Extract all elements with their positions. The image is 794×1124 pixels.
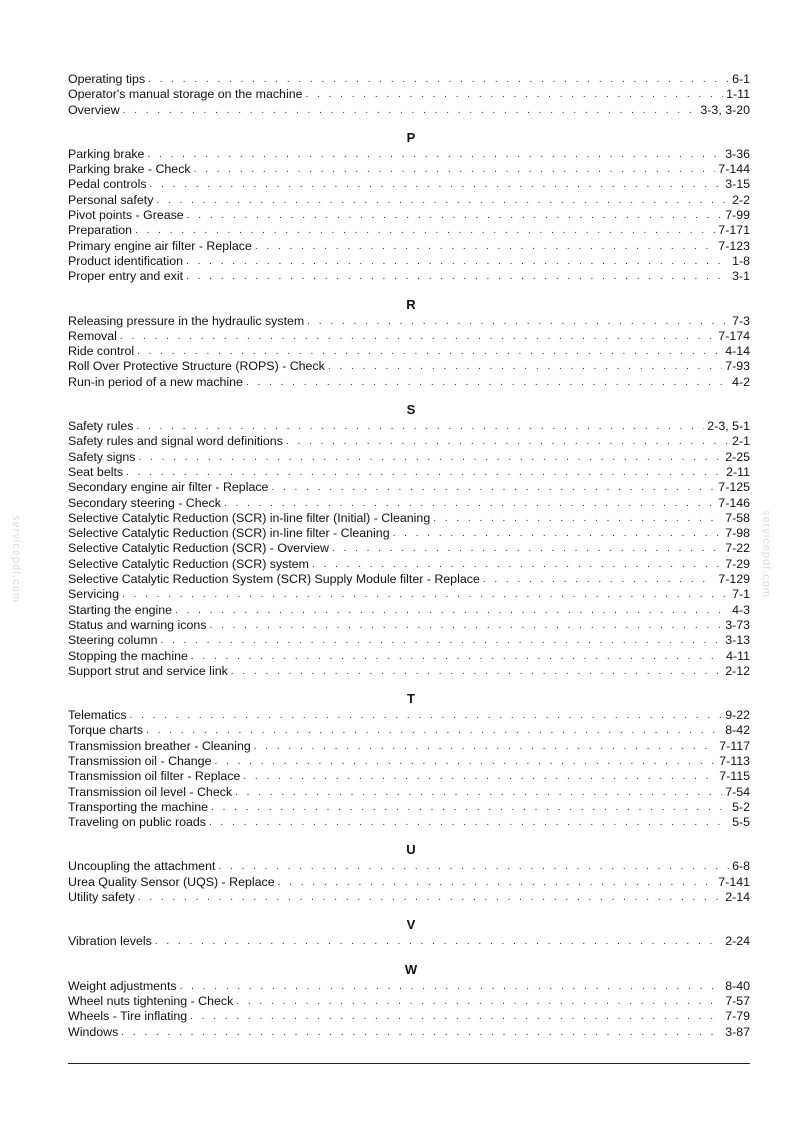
dot-leader bbox=[121, 1025, 722, 1040]
index-entry[interactable] bbox=[68, 1025, 750, 1040]
dot-leader bbox=[194, 162, 716, 177]
entry-title: Weight adjustments bbox=[68, 978, 177, 993]
dot-leader bbox=[231, 664, 722, 679]
entry-title: Preparation bbox=[68, 223, 133, 238]
dot-leader bbox=[123, 103, 698, 118]
entry-title: Selective Catalytic Reduction System (SCR) Supply Module filter - Replace bbox=[68, 572, 480, 587]
dot-leader bbox=[126, 465, 723, 480]
index-entry[interactable] bbox=[68, 994, 750, 1009]
entry-page-reference: 8-42 bbox=[725, 723, 750, 738]
index-entry[interactable] bbox=[68, 633, 750, 648]
index-entry[interactable] bbox=[68, 572, 750, 587]
dot-leader bbox=[328, 359, 722, 374]
entry-title: Secondary steering - Check bbox=[68, 495, 221, 510]
dot-leader bbox=[190, 1009, 722, 1024]
entry-page-reference: 7-79 bbox=[725, 1009, 750, 1024]
entry-page-reference: 7-93 bbox=[725, 359, 750, 374]
dot-leader bbox=[236, 994, 722, 1009]
entry-page-reference: 2-2 bbox=[732, 192, 750, 207]
dot-leader bbox=[214, 754, 716, 769]
index-entry[interactable] bbox=[68, 344, 750, 359]
entry-title: Operator's manual storage on the machine bbox=[68, 87, 303, 102]
index-entry[interactable] bbox=[68, 754, 750, 769]
dot-leader bbox=[224, 496, 715, 511]
entry-page-reference: 3-1 bbox=[732, 269, 750, 284]
entry-page-reference: 1-11 bbox=[726, 87, 750, 102]
entry-title: Traveling on public roads bbox=[68, 815, 206, 830]
entry-title: Utility safety bbox=[68, 890, 135, 905]
index-entry[interactable] bbox=[68, 465, 750, 480]
dot-leader bbox=[483, 572, 715, 587]
entry-title: Seat belts bbox=[68, 464, 124, 479]
index-group bbox=[68, 691, 750, 830]
dot-leader bbox=[246, 375, 729, 390]
index-entry[interactable] bbox=[68, 526, 750, 541]
entry-title: Parking brake bbox=[68, 146, 145, 161]
entry-title: Personal safety bbox=[68, 192, 154, 207]
section-letter-heading: U bbox=[406, 842, 416, 858]
entry-title: Proper entry and exit bbox=[68, 269, 184, 284]
dot-leader bbox=[135, 223, 715, 238]
entry-title: Selective Catalytic Reduction (SCR) in-line filter (Initial) - Cleaning bbox=[68, 510, 431, 525]
entry-page-reference: 7-115 bbox=[719, 769, 750, 784]
entry-page-reference: 2-11 bbox=[726, 464, 750, 479]
index-entry[interactable] bbox=[68, 329, 750, 344]
entry-page-reference: 7-113 bbox=[719, 753, 750, 768]
dot-leader bbox=[209, 815, 729, 830]
entry-title: Product identification bbox=[68, 253, 184, 268]
entry-page-reference: 2-1 bbox=[732, 434, 750, 449]
dot-leader bbox=[139, 450, 723, 465]
index-entry[interactable] bbox=[68, 254, 750, 269]
watermark-right: servicepdf.com bbox=[760, 510, 772, 598]
entry-title: Overview bbox=[68, 102, 120, 117]
section-letter-heading: P bbox=[406, 129, 416, 145]
entry-page-reference: 3-15 bbox=[725, 177, 750, 192]
entry-page-reference: 2-3, 5-1 bbox=[707, 419, 750, 434]
index-entry[interactable] bbox=[68, 359, 750, 374]
entry-title: Torque charts bbox=[68, 723, 144, 738]
dot-leader bbox=[243, 769, 716, 784]
index-entry[interactable] bbox=[68, 496, 750, 511]
dot-leader bbox=[305, 87, 723, 102]
dot-leader bbox=[122, 587, 729, 602]
watermark-left: servicepdf.com bbox=[10, 515, 22, 603]
index-entry[interactable] bbox=[68, 375, 750, 390]
entry-page-reference: 9-22 bbox=[725, 708, 750, 723]
entry-page-reference: 3-13 bbox=[725, 633, 750, 648]
dot-leader bbox=[138, 890, 722, 905]
entry-title: Removal bbox=[68, 328, 117, 343]
index-entry[interactable] bbox=[68, 769, 750, 784]
dot-leader bbox=[180, 979, 723, 994]
index-entry[interactable] bbox=[68, 541, 750, 556]
entry-title: Starting the engine bbox=[68, 602, 173, 617]
entry-page-reference: 8-40 bbox=[725, 978, 750, 993]
entry-page-reference: 5-2 bbox=[732, 799, 750, 814]
index-group bbox=[68, 297, 750, 390]
entry-page-reference: 7-144 bbox=[718, 162, 750, 177]
entry-page-reference: 7-1 bbox=[732, 587, 750, 602]
dot-leader bbox=[286, 434, 729, 449]
dot-leader bbox=[312, 557, 722, 572]
index-group bbox=[68, 130, 750, 285]
dot-leader bbox=[186, 269, 729, 284]
entry-page-reference: 7-29 bbox=[725, 556, 750, 571]
entry-page-reference: 2-12 bbox=[725, 663, 750, 678]
index-entry[interactable] bbox=[68, 859, 750, 874]
entry-title: Roll Over Protective Structure (ROPS) - Check bbox=[68, 359, 325, 374]
dot-leader bbox=[209, 618, 722, 633]
index-entry[interactable] bbox=[68, 162, 750, 177]
dot-leader bbox=[307, 314, 729, 329]
entry-title: Windows bbox=[68, 1024, 119, 1039]
entry-page-reference: 7-117 bbox=[719, 738, 750, 753]
entry-page-reference: 3-36 bbox=[725, 146, 750, 161]
entry-page-reference: 7-3 bbox=[732, 313, 750, 328]
entry-page-reference: 7-58 bbox=[725, 510, 750, 525]
index-entry[interactable] bbox=[68, 800, 750, 815]
entry-page-reference: 4-3 bbox=[732, 602, 750, 617]
entry-page-reference: 7-141 bbox=[718, 874, 750, 889]
entry-title: Releasing pressure in the hydraulic system bbox=[68, 313, 305, 328]
entry-page-reference: 3-87 bbox=[725, 1024, 750, 1039]
index-group bbox=[68, 962, 750, 1040]
entry-title: Transmission oil filter - Replace bbox=[68, 769, 241, 784]
index-entry[interactable] bbox=[68, 103, 750, 118]
dot-leader bbox=[433, 511, 722, 526]
dot-leader bbox=[278, 875, 716, 890]
entry-title: Operating tips bbox=[68, 72, 146, 86]
section-letter-heading: R bbox=[406, 296, 416, 312]
dot-leader bbox=[332, 541, 722, 556]
section-letter-heading: S bbox=[406, 402, 416, 418]
entry-page-reference: 5-5 bbox=[732, 815, 750, 830]
entry-title: Support strut and service link bbox=[68, 663, 228, 678]
dot-leader bbox=[254, 739, 716, 754]
entry-page-reference: 2-24 bbox=[725, 934, 750, 949]
entry-title: Urea Quality Sensor (UQS) - Replace bbox=[68, 874, 275, 889]
entry-page-reference: 4-11 bbox=[726, 648, 750, 663]
dot-leader bbox=[191, 649, 723, 664]
entry-title: Selective Catalytic Reduction (SCR) in-line filter - Cleaning bbox=[68, 526, 390, 541]
entry-title: Safety rules bbox=[68, 419, 134, 434]
entry-page-reference: 7-146 bbox=[718, 495, 750, 510]
dot-leader bbox=[161, 633, 723, 648]
index-entry[interactable] bbox=[68, 208, 750, 223]
index-group bbox=[68, 842, 750, 905]
entry-page-reference: 7-171 bbox=[718, 223, 750, 238]
entry-page-reference: 7-54 bbox=[725, 784, 750, 799]
index-entry[interactable] bbox=[68, 649, 750, 664]
entry-page-reference: 7-99 bbox=[725, 208, 750, 223]
dot-leader bbox=[218, 859, 729, 874]
index-entry[interactable] bbox=[68, 87, 750, 102]
index-entry[interactable] bbox=[68, 890, 750, 905]
index-group bbox=[68, 72, 750, 118]
entry-title: Ride control bbox=[68, 344, 135, 359]
index-page bbox=[68, 72, 750, 1040]
entry-title: Secondary engine air filter - Replace bbox=[68, 480, 269, 495]
dot-leader bbox=[150, 177, 723, 192]
entry-title: Selective Catalytic Reduction (SCR) system bbox=[68, 556, 310, 571]
entry-title: Wheel nuts tightening - Check bbox=[68, 993, 234, 1008]
entry-title: Primary engine air filter - Replace bbox=[68, 238, 252, 253]
index-entry[interactable] bbox=[68, 587, 750, 602]
entry-title: Wheels - Tire inflating bbox=[68, 1009, 188, 1024]
entry-title: Transmission breather - Cleaning bbox=[68, 738, 251, 753]
entry-title: Stopping the machine bbox=[68, 648, 188, 663]
entry-page-reference: 7-125 bbox=[718, 480, 750, 495]
entry-page-reference: 2-14 bbox=[725, 890, 750, 905]
index-entry[interactable] bbox=[68, 934, 750, 949]
index-entry[interactable] bbox=[68, 723, 750, 738]
entry-title: Transmission oil - Change bbox=[68, 753, 212, 768]
index-entry[interactable] bbox=[68, 708, 750, 723]
index-entry[interactable] bbox=[68, 785, 750, 800]
entry-page-reference: 7-98 bbox=[725, 526, 750, 541]
index-entry[interactable] bbox=[68, 269, 750, 284]
dot-leader bbox=[137, 344, 722, 359]
index-entry[interactable] bbox=[68, 72, 750, 87]
entry-page-reference: 7-174 bbox=[718, 328, 750, 343]
entry-page-reference: 3-3, 3-20 bbox=[700, 102, 750, 117]
entry-title: Vibration levels bbox=[68, 934, 152, 949]
index-entry[interactable] bbox=[68, 618, 750, 633]
section-letter-heading: V bbox=[406, 917, 416, 933]
index-group bbox=[68, 402, 750, 679]
index-groups bbox=[68, 72, 750, 1040]
dot-leader bbox=[187, 208, 722, 223]
index-entry[interactable] bbox=[68, 450, 750, 465]
entry-page-reference: 7-123 bbox=[718, 238, 750, 253]
index-group bbox=[68, 917, 750, 949]
entry-title: Safety signs bbox=[68, 449, 136, 464]
index-entry[interactable] bbox=[68, 875, 750, 890]
index-entry[interactable] bbox=[68, 147, 750, 162]
dot-leader bbox=[186, 254, 729, 269]
entry-title: Servicing bbox=[68, 587, 119, 602]
dot-leader bbox=[156, 193, 729, 208]
index-entry[interactable] bbox=[68, 193, 750, 208]
dot-leader bbox=[130, 708, 723, 723]
index-entry[interactable] bbox=[68, 603, 750, 618]
dot-leader bbox=[175, 603, 729, 618]
entry-page-reference: 7-129 bbox=[718, 572, 750, 587]
dot-leader bbox=[147, 147, 722, 162]
entry-page-reference: 1-8 bbox=[732, 253, 750, 268]
entry-page-reference: 3-73 bbox=[725, 617, 750, 632]
entry-title: Parking brake - Check bbox=[68, 162, 191, 177]
entry-title: Steering column bbox=[68, 633, 158, 648]
index-entry[interactable] bbox=[68, 511, 750, 526]
entry-title: Transmission oil level - Check bbox=[68, 784, 233, 799]
section-letter-heading: T bbox=[407, 691, 415, 707]
entry-title: Telematics bbox=[68, 708, 127, 723]
index-entry[interactable] bbox=[68, 664, 750, 679]
index-entry[interactable] bbox=[68, 739, 750, 754]
entry-title: Safety rules and signal word definitions bbox=[68, 434, 283, 449]
dot-leader bbox=[155, 934, 722, 949]
index-entry[interactable] bbox=[68, 434, 750, 449]
entry-page-reference: 4-2 bbox=[732, 374, 750, 389]
index-entry[interactable] bbox=[68, 557, 750, 572]
footer-rule bbox=[68, 1063, 750, 1064]
section-letter-heading: W bbox=[404, 961, 418, 977]
dot-leader bbox=[235, 785, 722, 800]
dot-leader bbox=[146, 723, 722, 738]
entry-title: Selective Catalytic Reduction (SCR) - Overview bbox=[68, 541, 329, 556]
index-entry[interactable] bbox=[68, 815, 750, 830]
dot-leader bbox=[211, 800, 729, 815]
entry-title: Run-in period of a new machine bbox=[68, 374, 243, 389]
index-entry[interactable] bbox=[68, 1009, 750, 1024]
entry-page-reference: 6-8 bbox=[732, 859, 750, 874]
entry-title: Pedal controls bbox=[68, 177, 147, 192]
entry-page-reference: 4-14 bbox=[725, 344, 750, 359]
dot-leader bbox=[136, 419, 704, 434]
entry-title: Transporting the machine bbox=[68, 799, 209, 814]
entry-title: Pivot points - Grease bbox=[68, 208, 184, 223]
dot-leader bbox=[255, 239, 715, 254]
dot-leader bbox=[148, 72, 729, 87]
entry-title: Status and warning icons bbox=[68, 617, 207, 632]
index-entry[interactable] bbox=[68, 177, 750, 192]
index-entry[interactable] bbox=[68, 480, 750, 495]
index-entry[interactable] bbox=[68, 979, 750, 994]
entry-title: Uncoupling the attachment bbox=[68, 859, 216, 874]
entry-page-reference: 7-57 bbox=[725, 993, 750, 1008]
entry-page-reference: 7-22 bbox=[725, 541, 750, 556]
entry-page-reference: 2-25 bbox=[725, 449, 750, 464]
index-entry[interactable] bbox=[68, 314, 750, 329]
dot-leader bbox=[271, 480, 715, 495]
index-entry[interactable] bbox=[68, 419, 750, 434]
dot-leader bbox=[120, 329, 715, 344]
index-entry[interactable] bbox=[68, 239, 750, 254]
entry-page-reference: 6-1 bbox=[732, 72, 750, 86]
index-entry[interactable] bbox=[68, 223, 750, 238]
dot-leader bbox=[393, 526, 723, 541]
